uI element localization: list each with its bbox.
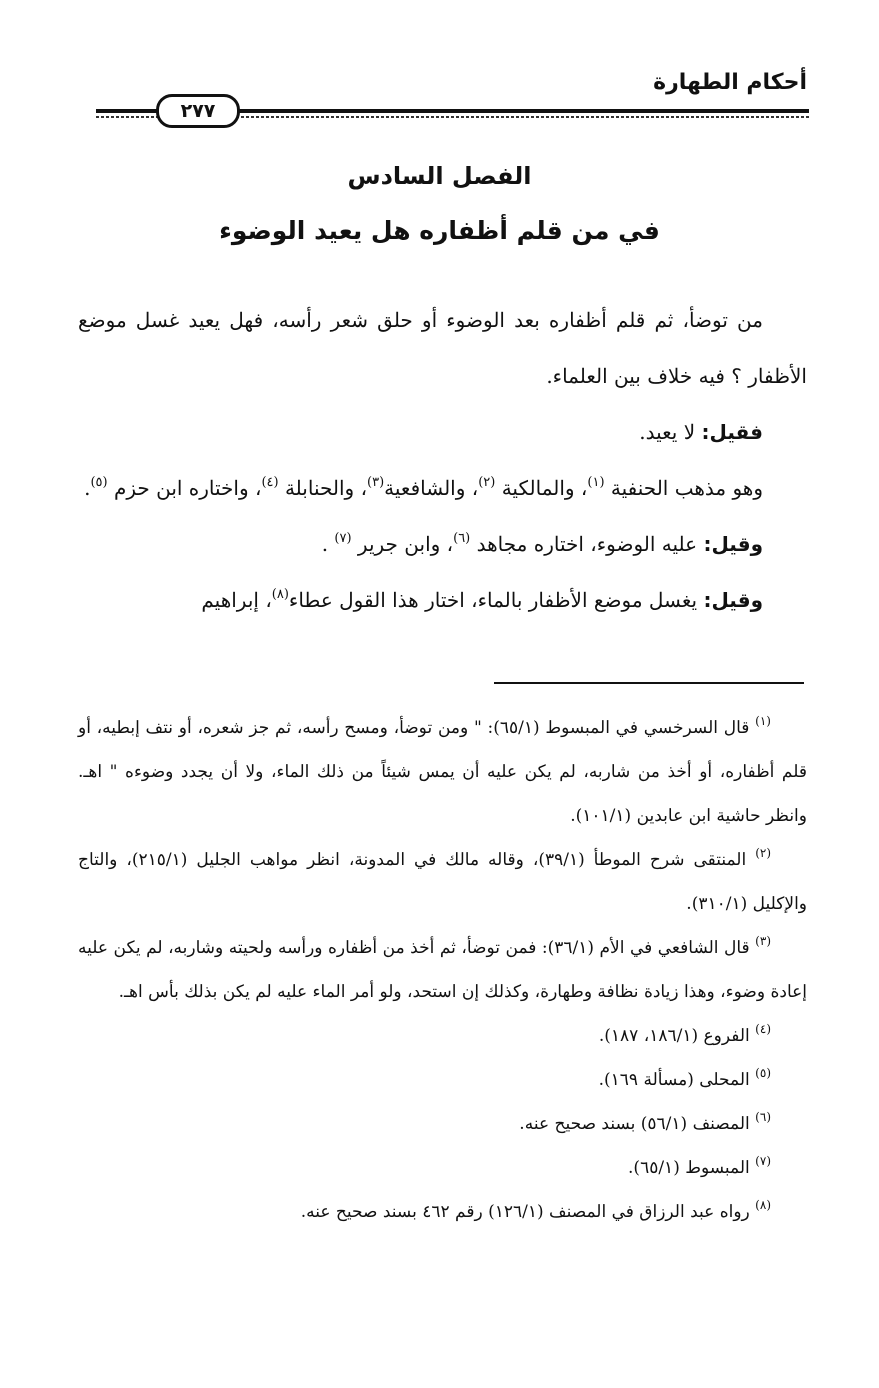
running-header-title: أحكام الطهارة [653,70,807,95]
paragraph-first-opinion [78,404,807,460]
footnote-text: المنتقى شرح الموطأ (٣٩/١)، وقاله مالك في المدونة، انظر مواهب الجليل (٢١٥/١)، والتاج والإكليل (٣١٠/١). [78,850,807,914]
footnote-ref[interactable]: (٥) [90,475,108,490]
footnote-text: الفروع (١٨٦/١، ١٨٧). [598,1026,756,1046]
opinion-keyword: وقيل: [703,588,763,612]
text-run: ، واختاره ابن حزم [107,476,262,500]
text-run: ، والشافعية [384,476,479,500]
footnote-text: المصنف (٥٦/١) بسند صحيح عنه. [519,1114,756,1134]
opinion-keyword: فقيل: [701,420,763,444]
text-run: . [321,532,335,556]
footnote-ref[interactable]: (٤) [261,475,279,490]
text-run: ، والمالكية [495,476,588,500]
text-run: عليه الوضوء، اختاره مجاهد [470,532,704,556]
footnote-ref[interactable]: (٦) [453,531,471,546]
footnote-text: المبسوط (٦٥/١). [628,1158,756,1178]
footnote-item [78,1146,807,1190]
footnote-item [78,926,807,1014]
text-run: ، إبراهيم [201,588,272,612]
opinion-keyword: وقيل: [703,532,763,556]
footnote-item [78,838,807,926]
footnote-text: قال الشافعي في الأم (٣٦/١): فمن توضأ، ثم أخذ من أظفاره ورأسه ولحيته وشاربه، لم يكن عليه إعادة وضوء، وهذا زيادة نظافة وطهارة، وكذلك إن استحد، ولو أمر الماء عليه لم يكن بذلك بأس اهـ. [78,938,807,1002]
footnote-ref[interactable]: (٨) [271,587,289,602]
text-run: وهو مذهب الحنفية [604,476,763,500]
footnote-item [78,1190,807,1234]
paragraph-third-opinion [78,572,807,628]
text-run: يغسل موضع الأظفار بالماء، اختار هذا القول عطاء [288,588,704,612]
footnote-text: قال السرخسي في المبسوط (٦٥/١): " ومن توضأ، ومسح رأسه، ثم جز شعره، أو نتف إبطيه، أو قلم أظفاره، أو أخذ من شاربه، لم يكن عليه أن يمس شيئاً من ذلك الماء، ولا أن يجدد وضوءه " اهـ. وانظر حاشية ابن عابدين (١٠١/١). [78,718,807,826]
footnote-marker: (٢) [755,846,772,860]
footnote-marker: (٤) [755,1022,771,1036]
footnote-item [78,1058,807,1102]
footnote-item [78,706,807,838]
footnote-marker: (١) [755,714,771,728]
footnote-separator [494,682,804,684]
paragraph-second-opinion [78,516,807,572]
footnote-marker: (٦) [755,1110,771,1124]
footnote-text: رواه عبد الرزاق في المصنف (١٢٦/١) رقم ٤٦٢ بسند صحيح عنه. [300,1202,756,1222]
paragraph-intro: من توضأ، ثم قلم أظفاره بعد الوضوء أو حلق شعر رأسه، فهل يعيد غسل موضع الأظفار ؟ فيه خلاف بين العلماء. [78,308,807,388]
footnotes [78,706,807,1234]
footnote-text: المحلى (مسألة ١٦٩). [598,1070,756,1090]
text-run: ، وابن جرير [351,532,454,556]
footnote-marker: (٨) [755,1198,771,1212]
main-text [78,292,807,628]
chapter-subheading: في من قلم أظفاره هل يعيد الوضوء [219,216,660,245]
footnote-ref[interactable]: (٧) [334,531,352,546]
footnote-item [78,1014,807,1058]
text-run: ، والحنابلة [278,476,368,500]
footnote-item [78,1102,807,1146]
opinion-text: لا يعيد. [639,420,702,444]
footnote-ref[interactable]: (٣) [367,475,385,490]
footnote-marker: (٣) [755,934,771,948]
footnote-marker: (٧) [755,1154,771,1168]
page-number: ٢٧٧ [156,94,240,128]
text-run: . [84,476,91,500]
chapter-heading: الفصل السادس [347,162,532,190]
paragraph-schools [78,460,807,516]
footnote-ref[interactable]: (٢) [478,475,496,490]
footnote-ref[interactable]: (١) [587,475,605,490]
footnote-marker: (٥) [755,1066,771,1080]
